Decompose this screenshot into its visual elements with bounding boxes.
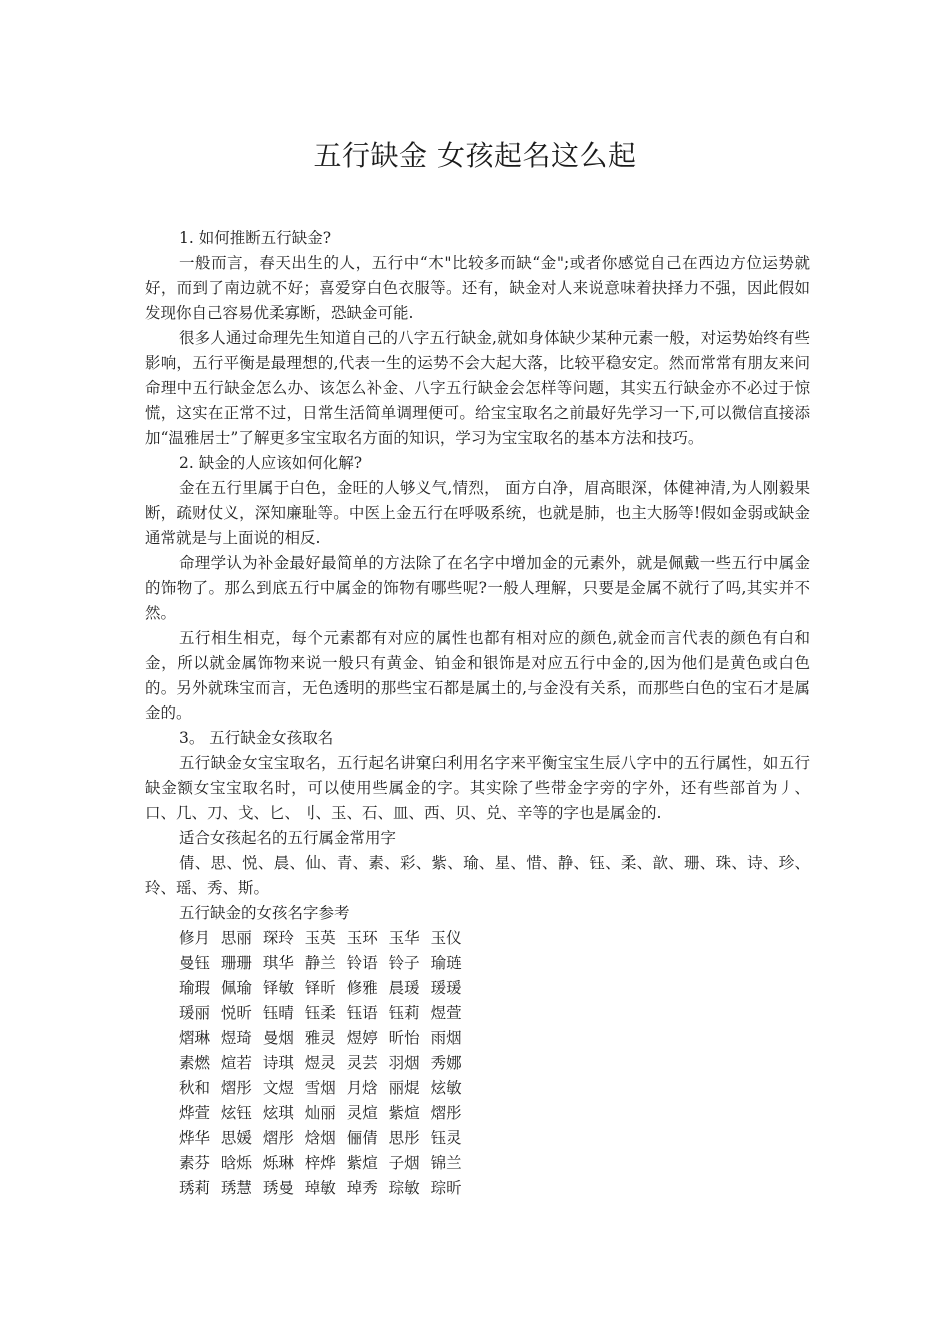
document-title: 五行缺金 女孩起名这么起 (313, 139, 637, 172)
section-heading-2: 2. 缺金的人应该如何化解? (179, 454, 363, 472)
name-row: 烨萱 炫钰 炫琪 灿丽 灵煊 紫煊 熠彤 (179, 1104, 462, 1122)
paragraph: 五行相生相克，每个元素都有对应的属性也都有相对应的颜色,就金而言代表的颜色有白和金，所以就金属饰物来说一般只有黄金、铂金和银饰是对应五行中金的,因为他们是黄色或白色的。另外就珠宝而言，无色透明的那些宝石都是属土的,与金没有关系，而那些白色的宝石才是属金的。 (145, 629, 810, 722)
name-row: 素燃 煊若 诗琪 煜灵 灵芸 羽烟 秀娜 (179, 1054, 462, 1072)
name-row: 熠琳 煜琦 曼烟 雅灵 煜婷 昕怡 雨烟 (179, 1029, 462, 1047)
subheading-common-characters: 适合女孩起名的五行属金常用字 (179, 829, 397, 847)
name-row: 琇莉 琇慧 琇曼 琸敏 琸秀 琮敏 琮昕 (179, 1179, 462, 1197)
name-row: 瑗丽 悦昕 钰晴 钰柔 钰语 钰莉 煜萱 (179, 1004, 462, 1022)
name-row: 烨华 思媛 熠彤 焓烟 俪倩 思彤 钰灵 (179, 1129, 462, 1147)
name-row: 曼钰 珊珊 琪华 静兰 铃语 铃子 瑜琏 (179, 954, 462, 972)
paragraph: 五行缺金女宝宝取名，五行起名讲窠臼利用名字来平衡宝宝生辰八字中的五行属性，如五行缺金额女宝宝取名时，可以使用些属金的字。其实除了些带金字旁的字外，还有些部首为丿、口、几、刀、戈、匕、刂、玉、石、皿、西、贝、兑、辛等的字也是属金的. (145, 754, 810, 822)
paragraph: 命理学认为补金最好最简单的方法除了在名字中增加金的元素外，就是佩戴一些五行中属金的饰物了。那么到底五行中属金的饰物有哪些呢?一般人理解，只要是金属不就行了吗,其实并不然。 (145, 554, 810, 622)
document-body (145, 226, 810, 1201)
subheading-name-references: 五行缺金的女孩名字参考 (179, 904, 350, 922)
name-row: 素芬 晗烁 烁琳 梓烨 紫煊 子烟 锦兰 (179, 1154, 462, 1172)
name-row: 秋和 熠彤 文煜 雪烟 月焓 丽焜 炫敏 (179, 1079, 462, 1097)
section-heading-1: 1. 如何推断五行缺金? (179, 229, 332, 247)
paragraph: 金在五行里属于白色，金旺的人够义气,情烈， 面方白净，眉高眼深，体健神清,为人刚毅果断，疏财仗义，深知廉耻等。中医上金五行在呼吸系统，也就是肺，也主大肠等!假如金弱或缺金通常就是与上面说的相反. (145, 479, 810, 547)
name-row: 修月 思丽 琛玲 玉英 玉环 玉华 玉仪 (179, 929, 462, 947)
name-row: 瑜瑕 佩瑜 铎敏 铎昕 修雅 晨瑗 瑗瑗 (179, 979, 462, 997)
section-heading-3: 3。 五行缺金女孩取名 (179, 729, 334, 747)
name-reference-list (145, 926, 810, 1201)
paragraph: 很多人通过命理先生知道自己的八字五行缺金,就如身体缺少某种元素一般，对运势始终有些影响，五行平衡是最理想的,代表一生的运势不会大起大落，比较平稳安定。然而常常有朋友来问命理中五行缺金怎么办、该怎么补金、八字五行缺金会怎样等问题，其实五行缺金亦不必过于惊慌，这实在正常不过，日常生活简单调理便可。给宝宝取名之前最好先学习一下,可以微信直接添加“温雅居士”了解更多宝宝取名方面的知识，学习为宝宝取名的基本方法和技巧。 (145, 329, 810, 447)
character-list: 倩、思、悦、晨、仙、青、素、彩、紫、瑜、星、惜、静、钰、柔、歆、珊、珠、诗、珍、玲、瑶、秀、斯。 (145, 854, 810, 897)
paragraph: 一般而言，春天出生的人，五行中“木"比较多而缺“金";或者你感觉自己在西边方位运势就好，而到了南边就不好；喜爱穿白色衣服等。还有，缺金对人来说意味着抉择力不强，因此假如发现你自己容易优柔寡断，恐缺金可能. (145, 254, 810, 322)
